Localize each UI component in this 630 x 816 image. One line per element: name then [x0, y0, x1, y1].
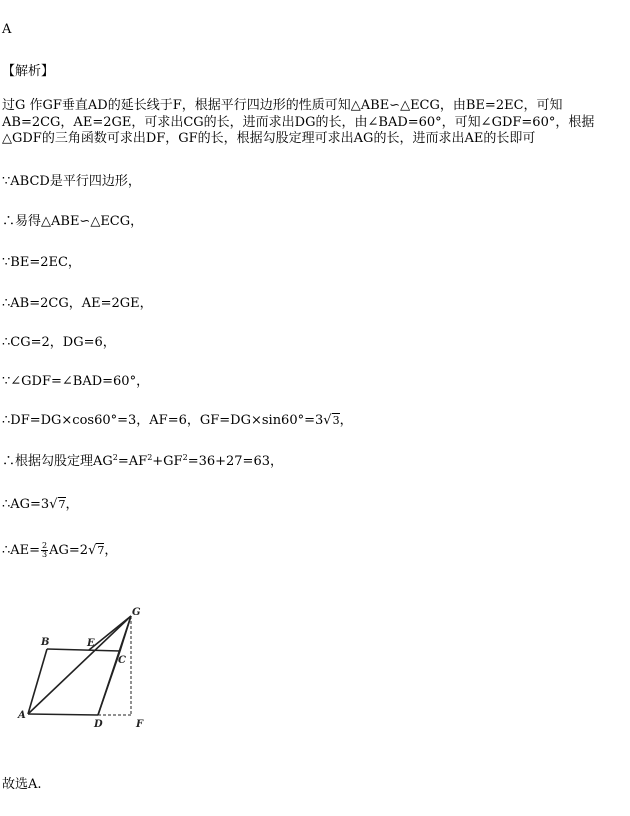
- label-c: C: [118, 655, 126, 666]
- step-6: ∵∠GDF=∠BAD=60°，: [2, 374, 150, 389]
- step-7-tail: ，: [339, 413, 353, 428]
- segment-bc: [47, 649, 120, 651]
- step-2: ∴易得△ABE∽△ECG，: [2, 214, 144, 229]
- step-8-text-a: ∴根据勾股定理AG: [2, 454, 113, 469]
- step-10-tail: ，: [104, 543, 118, 558]
- label-f: F: [136, 719, 144, 730]
- step-10-text-b: AG=2: [49, 543, 89, 558]
- label-d: D: [94, 719, 103, 730]
- step-7-radicand: 3: [332, 414, 340, 427]
- step-7-text: ∴DF=DG×cos60°=3，AF=6，GF=DG×sin60°=3: [2, 413, 324, 428]
- fraction-numerator: 2: [42, 541, 48, 550]
- step-8-text-b: =AF: [117, 454, 148, 469]
- step-8-text-d: =36+27=63，: [187, 454, 283, 469]
- step-7: [2, 413, 353, 429]
- step-9-text: ∴AG=3: [2, 497, 50, 512]
- sqrt-sign: √: [323, 413, 332, 428]
- conclusion: 故选A.: [2, 777, 42, 792]
- step-10-text-a: ∴AE=: [2, 543, 41, 558]
- fraction-denominator: 3: [42, 550, 48, 559]
- step-9-radicand: 7: [58, 498, 66, 511]
- sqrt-sign: √: [88, 543, 97, 558]
- fraction: [41, 542, 48, 559]
- step-3: ∵BE=2EC，: [2, 255, 81, 270]
- exponent: 2: [182, 453, 188, 462]
- step-8: [2, 454, 283, 470]
- step-4: ∴AB=2CG，AE=2GE，: [2, 296, 153, 311]
- step-9-tail: ，: [65, 497, 79, 512]
- sqrt-sign: √: [49, 497, 58, 512]
- label-e: E: [87, 638, 95, 649]
- answer-letter: A: [2, 22, 12, 37]
- label-a: A: [18, 710, 26, 721]
- step-8-text-c: +GF: [152, 454, 183, 469]
- step-10-radicand: 7: [97, 544, 105, 557]
- step-1: ∵ABCD是平行四边形，: [2, 174, 141, 189]
- section-title: 【解析】: [2, 64, 55, 79]
- geometry-figure: [14, 604, 164, 734]
- label-b: B: [41, 637, 50, 648]
- label-g: G: [132, 607, 141, 618]
- step-10: [2, 542, 117, 559]
- segment-ad: [28, 714, 98, 715]
- step-9: [2, 497, 79, 513]
- exponent: 2: [147, 453, 153, 462]
- exponent: 2: [112, 453, 118, 462]
- analysis-paragraph: 过G 作GF垂直AD的延长线于F，根据平行四边形的性质可知△ABE∽△ECG，由BE=2EC，可知AB=2CG，AE=2GE，可求出CG的长，进而求出DG的长，由∠BAD=60°，可知∠GDF=60°，根据△GDF的三角函数可求出DF，GF的长，根据勾股定理可求出AG的长，进而求出AE的长即可: [2, 98, 595, 146]
- step-5: ∴CG=2，DG=6，: [2, 335, 116, 350]
